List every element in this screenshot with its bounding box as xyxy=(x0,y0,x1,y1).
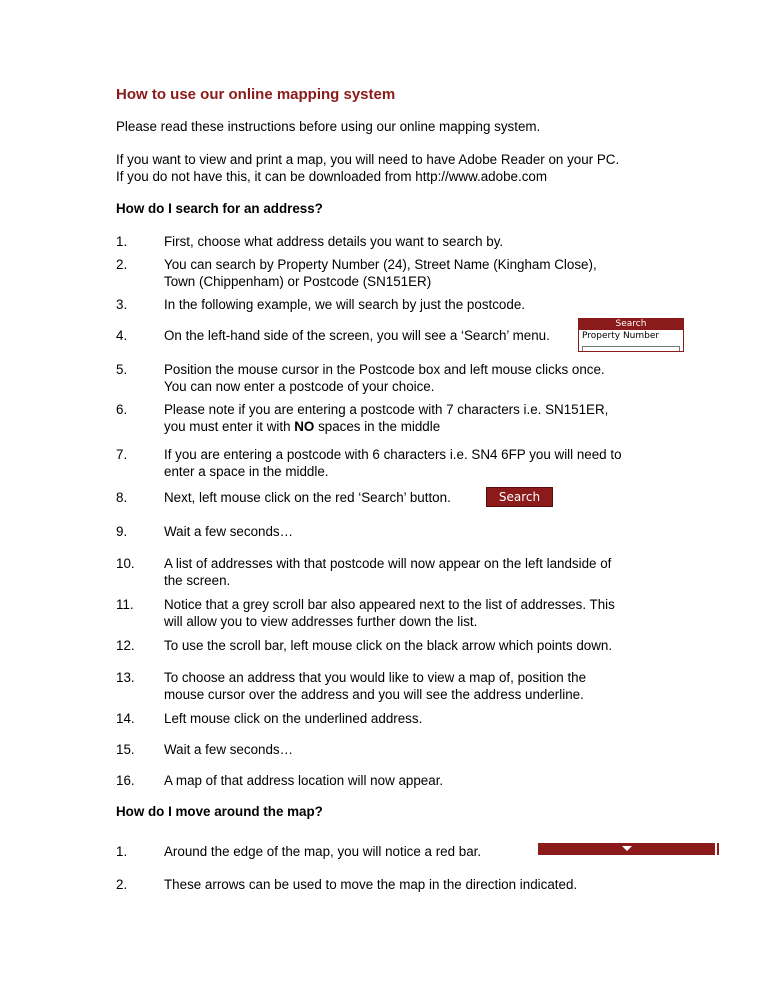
item-text xyxy=(164,669,684,703)
section1-heading: How do I search for an address? xyxy=(116,201,323,216)
adobe-note-line1: If you want to view and print a map, you will need to have Adobe Reader on your PC. xyxy=(116,152,620,167)
item-text-line2: enter a space in the middle. xyxy=(164,464,329,479)
item-number: 5. xyxy=(116,362,128,377)
item-number: 7. xyxy=(116,447,128,462)
item-text-line1: Position the mouse cursor in the Postcode box and left mouse clicks once. xyxy=(164,362,605,377)
property-number-label: Property Number xyxy=(582,331,660,341)
item-text-line2: will allow you to view addresses further down the list. xyxy=(164,614,478,629)
item-text: Wait a few seconds… xyxy=(164,742,293,757)
bar-end-marker xyxy=(717,843,719,855)
item-text-line2: mouse cursor over the address and you will see the address underline. xyxy=(164,687,584,702)
item-text-line1: A list of addresses with that postcode will now appear on the left landside of xyxy=(164,556,612,571)
item-number: 8. xyxy=(116,490,128,505)
search-menu-image xyxy=(578,318,684,352)
item-text xyxy=(164,446,684,480)
down-arrow-icon[interactable] xyxy=(622,846,632,851)
item-text-line1: You can search by Property Number (24), Street Name (Kingham Close), xyxy=(164,257,597,272)
item-text-line2: You can now enter a postcode of your choice. xyxy=(164,379,435,394)
item-number: 11. xyxy=(116,597,134,612)
item-text-emphasis: NO xyxy=(294,419,315,434)
item-text-line1: Notice that a grey scroll bar also appeared next to the list of addresses. This xyxy=(164,597,615,612)
item-number: 2. xyxy=(116,877,128,892)
item-text-line1: If you are entering a postcode with 6 characters i.e. SN4 6FP you will need to xyxy=(164,447,622,462)
item-text: To use the scroll bar, left mouse click on the black arrow which points down. xyxy=(164,638,613,653)
search-button[interactable]: Search xyxy=(486,487,553,507)
item-text xyxy=(164,555,684,589)
item-text-line1: Please note if you are entering a postcode with 7 characters i.e. SN151ER, xyxy=(164,402,609,417)
search-menu-header: Search xyxy=(579,319,683,330)
item-text xyxy=(164,596,684,630)
item-number: 15. xyxy=(116,742,135,757)
item-number: 16. xyxy=(116,773,135,788)
item-number: 10. xyxy=(116,556,135,571)
item-text: Left mouse click on the underlined address. xyxy=(164,711,423,726)
item-text: A map of that address location will now appear. xyxy=(164,773,444,788)
item-text: Wait a few seconds… xyxy=(164,524,293,539)
red-scroll-bar[interactable] xyxy=(538,843,715,855)
intro-text: Please read these instructions before using our online mapping system. xyxy=(116,119,541,134)
item-number: 14. xyxy=(116,711,135,726)
item-number: 1. xyxy=(116,844,128,859)
item-number: 6. xyxy=(116,402,128,417)
item-number: 12. xyxy=(116,638,135,653)
item-text: First, choose what address details you want to search by. xyxy=(164,234,504,249)
item-text: These arrows can be used to move the map in the direction indicated. xyxy=(164,877,578,892)
item-text xyxy=(164,256,684,290)
item-text xyxy=(164,361,684,395)
item-text-line2-post: spaces in the middle xyxy=(314,419,441,434)
section2-heading: How do I move around the map? xyxy=(116,804,323,819)
item-text-line2: the screen. xyxy=(164,573,231,588)
adobe-note-line2: If you do not have this, it can be downloaded from http://www.adobe.com xyxy=(116,169,547,184)
item-text: Around the edge of the map, you will notice a red bar. xyxy=(164,844,482,859)
item-number: 3. xyxy=(116,297,128,312)
item-number: 9. xyxy=(116,524,128,539)
item-text-line2: Town (Chippenham) or Postcode (SN151ER) xyxy=(164,274,432,289)
item-number: 2. xyxy=(116,257,128,272)
item-text: Next, left mouse click on the red ‘Search’ button. xyxy=(164,490,451,505)
document-title: How to use our online mapping system xyxy=(116,86,396,103)
item-text-line1: To choose an address that you would like to view a map of, position the xyxy=(164,670,587,685)
item-text xyxy=(164,401,684,435)
item-text: On the left-hand side of the screen, you will see a ‘Search’ menu. xyxy=(164,328,550,343)
item-number: 13. xyxy=(116,670,135,685)
item-number: 4. xyxy=(116,328,128,343)
item-text-line2-pre: you must enter it with xyxy=(164,419,295,434)
property-number-field xyxy=(582,346,680,351)
item-number: 1. xyxy=(116,234,128,249)
item-text: In the following example, we will search by just the postcode. xyxy=(164,297,525,312)
